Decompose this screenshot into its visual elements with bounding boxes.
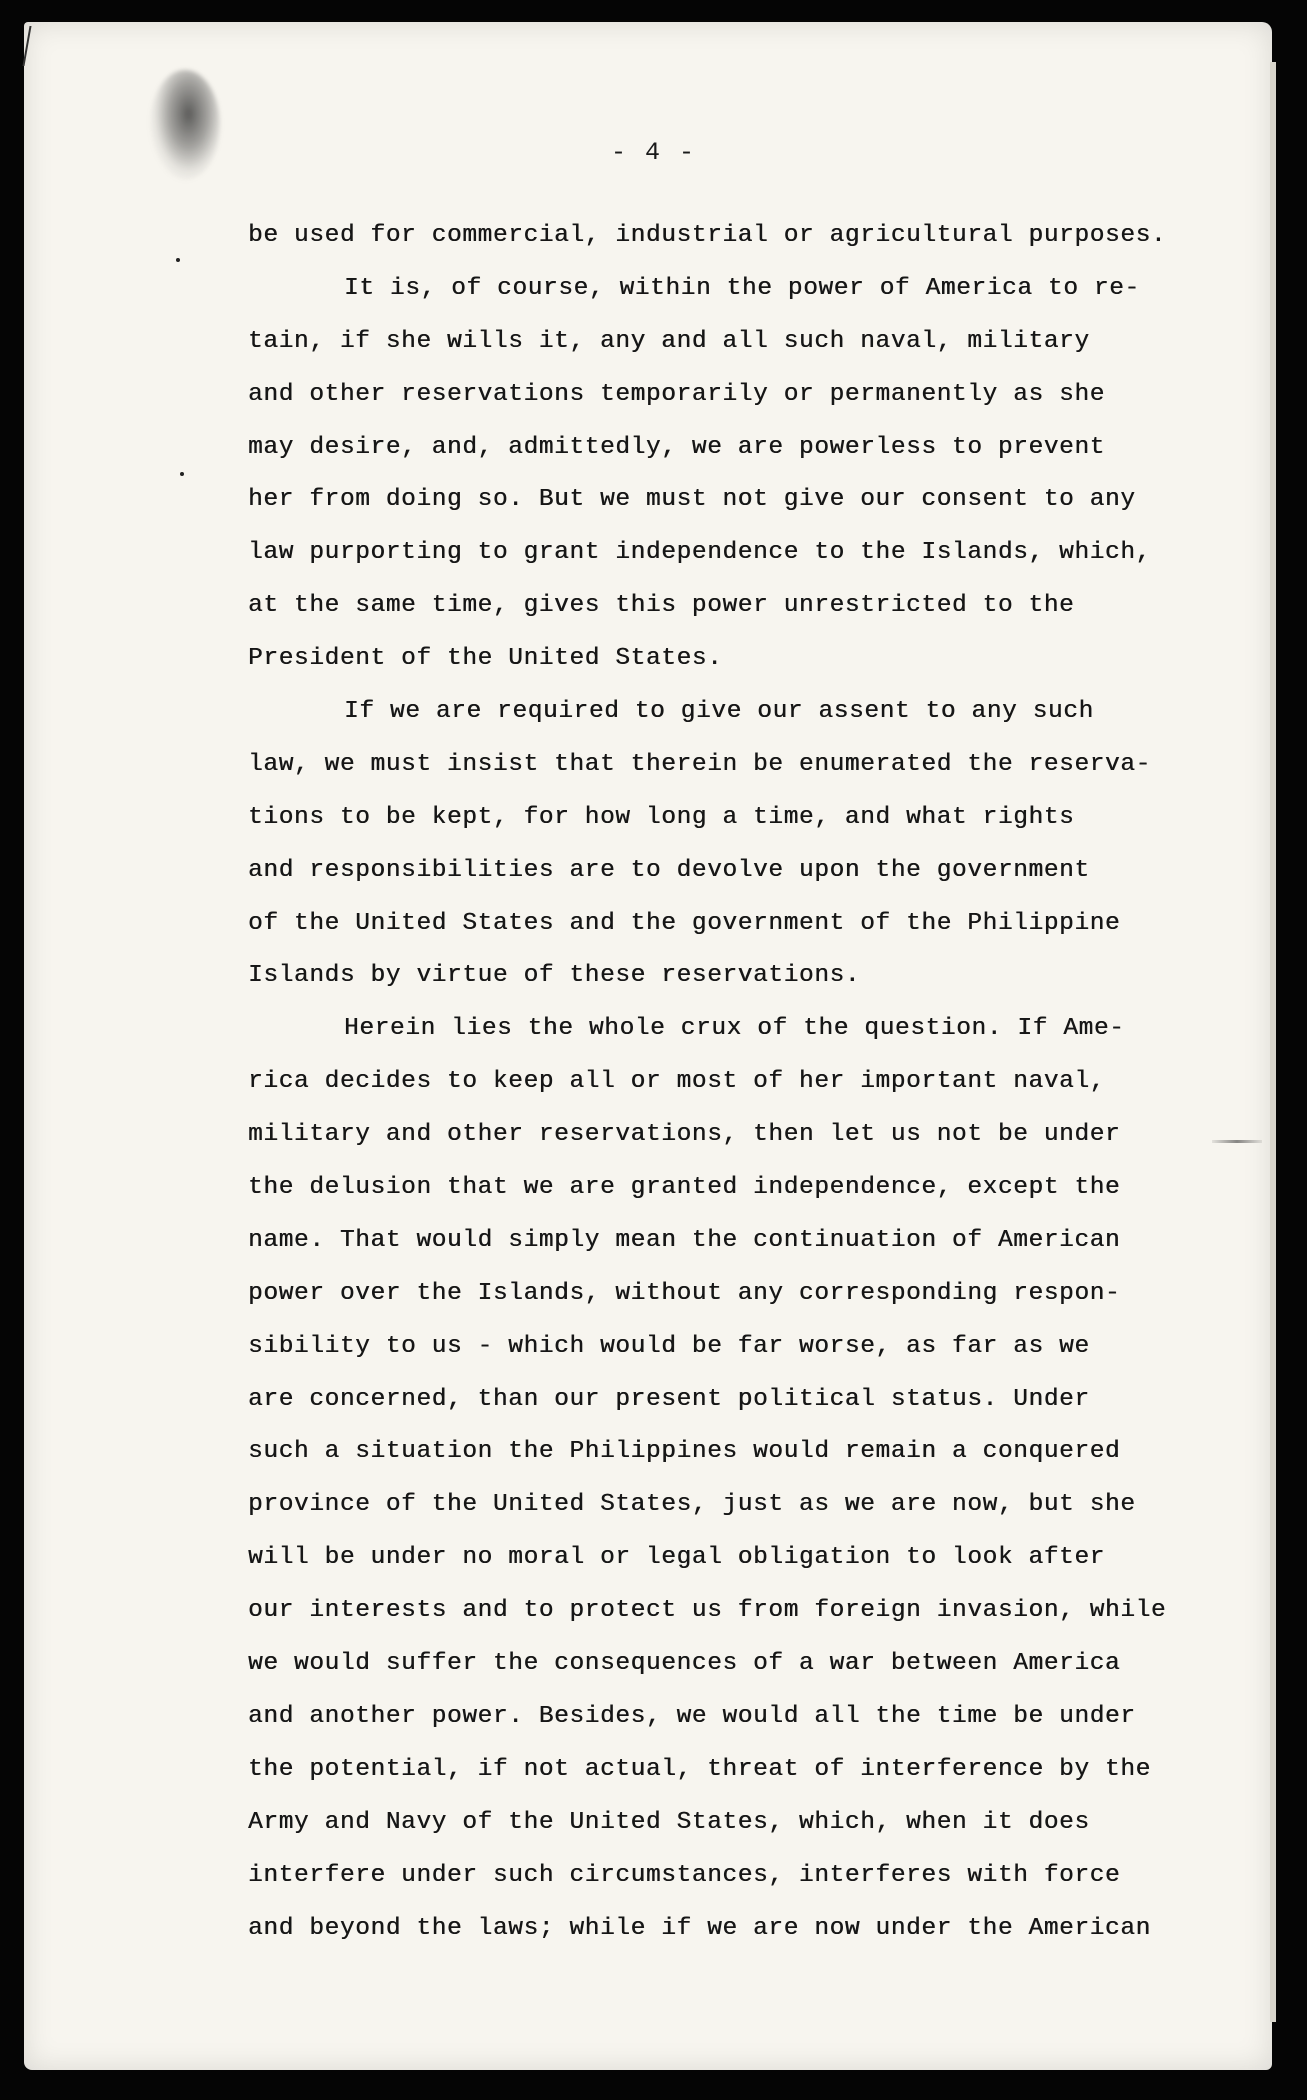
text-line: the delusion that we are granted independence, except the [248,1174,1121,1202]
text-line: her from doing so. But we must not give our consent to any [248,486,1136,514]
text-line: Islands by virtue of these reservations. [248,962,861,990]
text-line: be used for commercial, industrial or agricultural purposes. [248,222,1167,249]
text-line: law purporting to grant independence to the Islands, which, [248,539,1151,567]
text-line: the potential, if not actual, threat of interference by the [248,1755,1151,1783]
page-number: - 4 - [610,138,696,167]
text-line: will be under no moral or legal obligation to look after [248,1544,1105,1572]
page-edge-shadow [1270,62,1276,2022]
text-line: and another power. Besides, we would all the time be under [248,1702,1136,1730]
text-line: may desire, and, admittedly, we are powerless to prevent [248,433,1105,461]
text-line: of the United States and the government of the Philippine [248,909,1121,937]
text-line: It is, of course, within the power of America to re- [344,274,1140,302]
speck-mark [176,258,180,262]
text-line: we would suffer the consequences of a war between America [248,1650,1121,1678]
speck-mark [180,472,184,476]
text-line: and responsibilities are to devolve upon the government [248,856,1090,884]
text-line: at the same time, gives this power unrestricted to the [248,592,1075,620]
body-text [248,210,1208,1955]
text-line: and beyond the laws; while if we are now under the American [248,1914,1151,1942]
text-line: province of the United States, just as we are now, but she [248,1491,1136,1519]
text-line: such a situation the Philippines would remain a conquered [248,1438,1121,1466]
text-line: Army and Navy of the United States, which, when it does [248,1808,1090,1836]
text-line: Herein lies the whole crux of the question. If Ame- [344,1015,1125,1043]
text-line: President of the United States. [248,645,723,673]
text-line: our interests and to protect us from foreign invasion, while [248,1597,1167,1625]
text-line: sibility to us - which would be far worse, as far as we [248,1332,1090,1360]
margin-scratch [1212,1140,1262,1143]
text-line: military and other reservations, then let us not be under [248,1121,1121,1149]
text-line: power over the Islands, without any corresponding respon- [248,1279,1121,1307]
text-line: and other reservations temporarily or permanently as she [248,380,1105,408]
text-line: are concerned, than our present political status. Under [248,1385,1090,1413]
text-line: interfere under such circumstances, interferes with force [248,1861,1121,1889]
text-line: If we are required to give our assent to any such [344,698,1094,726]
text-line: law, we must insist that therein be enumerated the reserva- [248,750,1151,778]
text-line: rica decides to keep all or most of her important naval, [248,1068,1105,1096]
text-line: name. That would simply mean the continuation of American [248,1226,1121,1254]
text-line: tions to be kept, for how long a time, and what rights [248,803,1075,831]
text-line: tain, if she wills it, any and all such naval, military [248,327,1090,355]
